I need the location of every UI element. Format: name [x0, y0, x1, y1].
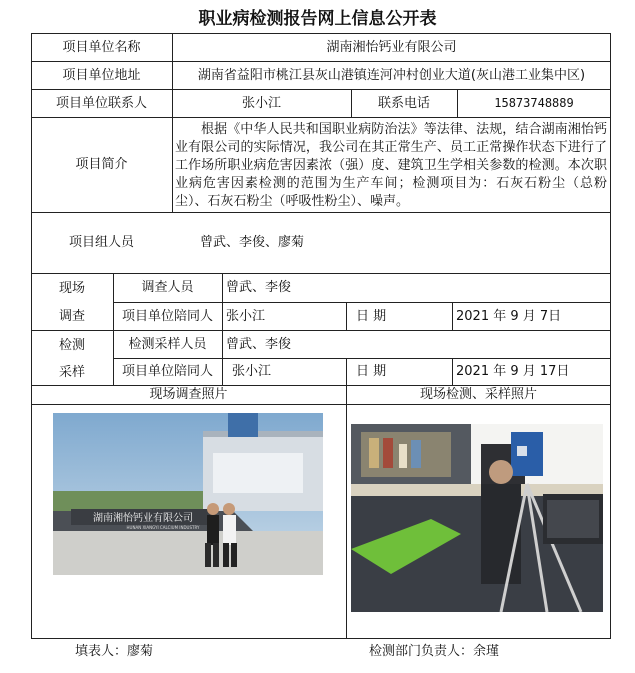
gate-sign-text: 湖南湘怡钙业有限公司: [93, 513, 193, 524]
factory-gate-illustration: [53, 413, 323, 575]
project-address-label: 项目单位地址: [62, 67, 141, 83]
project-name-label: 项目单位名称: [62, 39, 141, 55]
survey-escort-label: 项目单位陪同人: [121, 308, 213, 324]
team-label: 项目组人员: [68, 235, 134, 250]
sampling-escort-value: 张小江: [232, 364, 272, 379]
filler-signature: 填表人：廖菊: [75, 644, 154, 659]
investigator-label: 调查人员: [141, 280, 194, 295]
survey-date-value: 2021 年 9 月 7日: [456, 308, 562, 324]
col-divider: [452, 358, 453, 385]
sampling-photo-caption: 现场检测、采样照片: [419, 387, 537, 402]
project-contact-value: 张小江: [241, 95, 281, 111]
investigator-value: 曾武、李俊: [226, 280, 292, 295]
sampling-date-value: 2021 年 9 月 17日: [456, 364, 570, 379]
sampling-label-2: 采样: [58, 364, 85, 380]
intro-text: 根据《中华人民共和国职业病防治法》等法律、法规，结合湖南湘怡钙业有限公司的实际情况，我公司在其正常生产、员工正常操作状态下进行了工作场所职业病危害因素浓（强）度、建筑卫生学相关参数的检测。本次职业病危害因素检测的范围为生产车间；检测项目为：石灰石粉尘（总粉尘）、石灰石粉尘（呼吸性粉尘）、噪声。: [175, 122, 607, 209]
sampling-date-label: 日 期: [356, 364, 387, 379]
row-divider: [31, 404, 611, 405]
survey-photo: [53, 413, 323, 575]
team-value: 曾武、李俊、廖菊: [200, 235, 305, 250]
survey-escort-value: 张小江: [226, 308, 266, 324]
col-divider: [452, 302, 453, 330]
sampler-value: 曾武、李俊: [226, 336, 292, 352]
project-name-value: 湖南湘怡钙业有限公司: [326, 39, 457, 55]
sampler-label: 检测采样人员: [128, 336, 207, 352]
col-divider: [346, 385, 347, 639]
sampling-photo: [351, 424, 603, 612]
department-head-signature: 检测部门负责人：余瑾: [369, 644, 500, 659]
phone-label: 联系电话: [377, 95, 430, 111]
phone-value: 15873748889: [494, 95, 574, 110]
project-contact-label: 项目单位联系人: [55, 95, 147, 111]
survey-date-label: 日 期: [356, 308, 387, 324]
survey-label-2: 调查: [58, 308, 85, 324]
sampling-label-1: 检测: [58, 337, 85, 353]
intro-label: 项目简介: [75, 157, 128, 172]
col-divider: [346, 302, 347, 330]
survey-label-1: 现场: [58, 280, 85, 296]
col-divider: [346, 358, 347, 385]
col-divider: [222, 273, 223, 385]
page-title: 职业病检测报告网上信息公开表: [198, 9, 437, 29]
gate-sign-subtext: HUNAN XIANGYI CALCIUM INDUSTRY: [126, 525, 200, 530]
project-address-value: 湖南省益阳市桃江县灰山港镇连河冲村创业大道(灰山港工业集中区): [197, 67, 586, 83]
sampling-escort-label: 项目单位陪同人: [121, 364, 213, 379]
sampling-scene-illustration: [351, 424, 603, 612]
survey-photo-caption: 现场调查照片: [149, 387, 228, 402]
